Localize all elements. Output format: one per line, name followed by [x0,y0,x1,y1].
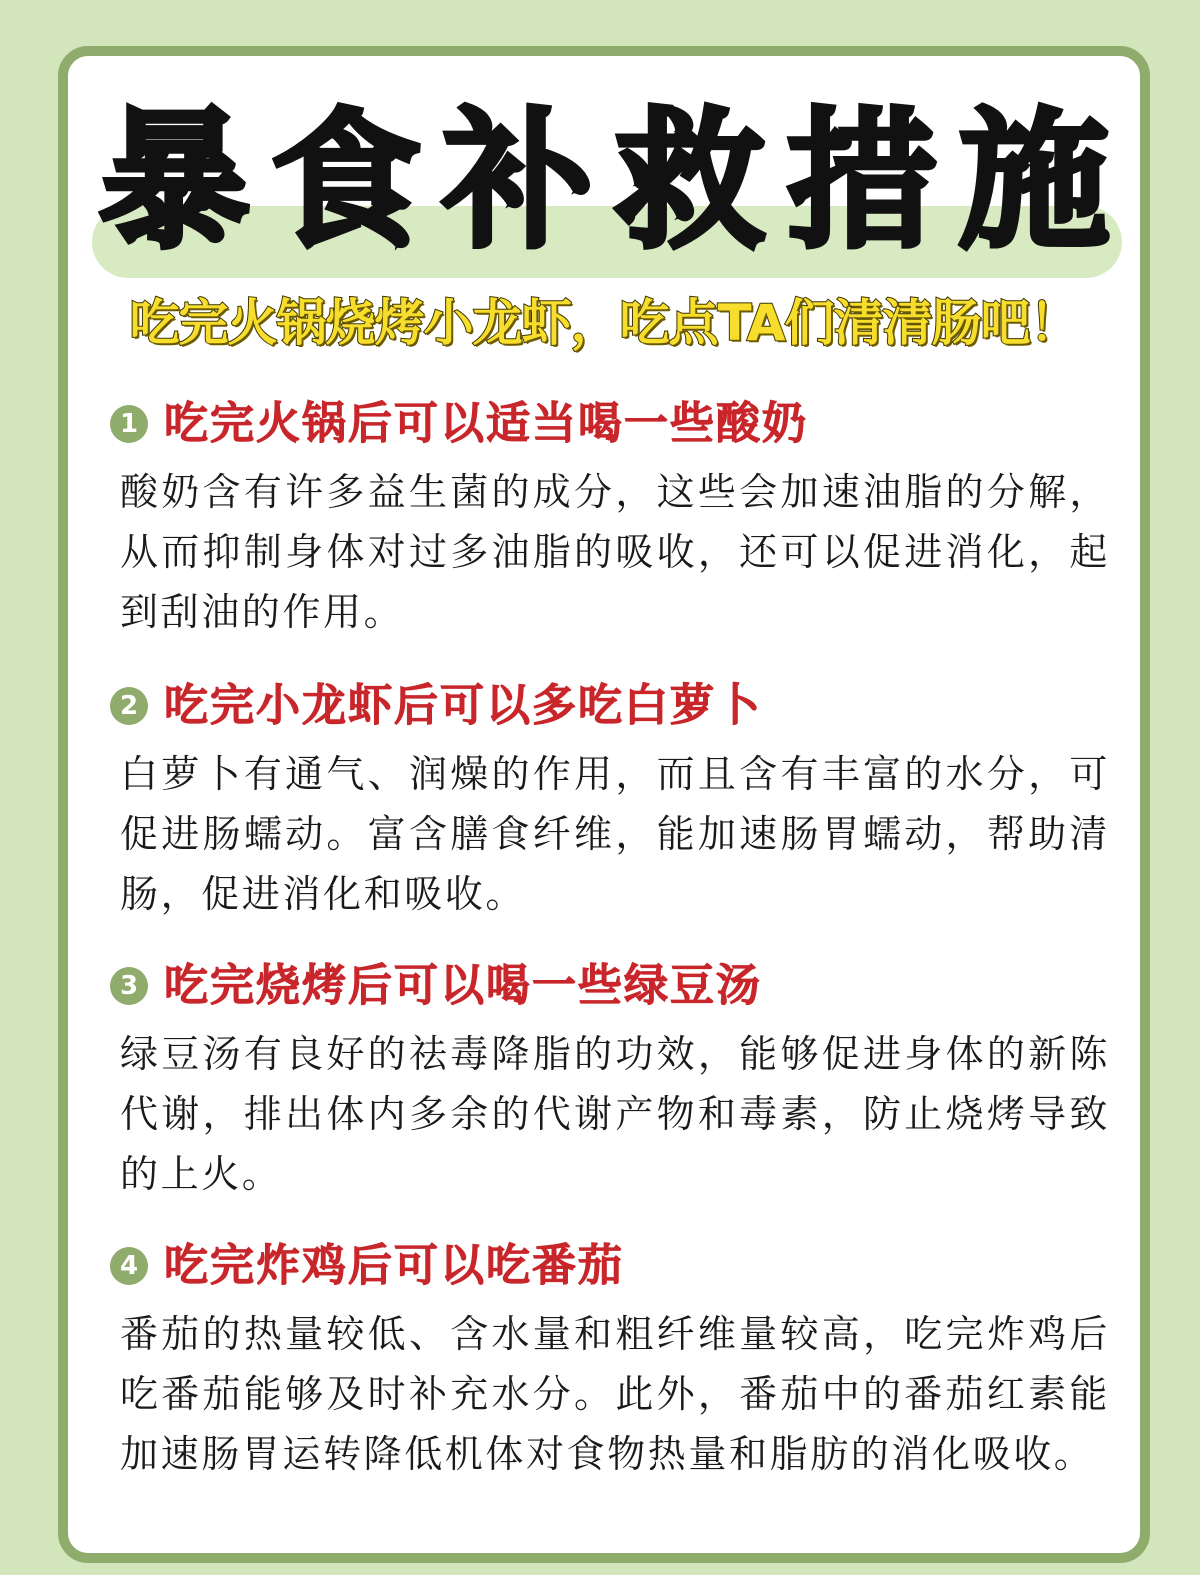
section-heading [110,674,1110,738]
section-heading [110,954,1110,1018]
number-badge-icon: 2 [110,687,148,725]
number-badge-icon: 4 [110,1247,148,1285]
section-heading [110,392,1110,456]
content-card [58,46,1150,1563]
section-title: 吃完烧烤后可以喝一些绿豆汤 [164,960,762,1011]
section-heading [110,1234,1110,1298]
section-body: 番茄的热量较低、含水量和粗纤维量较高，吃完炸鸡后吃番茄能够及时补充水分。此外，番茄中的番茄红素能加速肠胃运转降低机体对食物热量和脂肪的消化吸收。 [120,1312,1110,1476]
section-2 [110,674,1110,924]
page-title: 暴食补救措施 [98,95,1131,269]
section-1 [110,392,1110,642]
title-area [68,84,1140,284]
section-body: 白萝卜有通气、润燥的作用，而且含有丰富的水分，可促进肠蠕动。富含膳食纤维，能加速肠胃蠕动，帮助清肠，促进消化和吸收。 [120,752,1110,916]
section-body: 绿豆汤有良好的祛毒降脂的功效，能够促进身体的新陈代谢，排出体内多余的代谢产物和毒素，防止烧烤导致的上火。 [120,1032,1110,1196]
number-badge-icon: 3 [110,967,148,1005]
section-title: 吃完炸鸡后可以吃番茄 [164,1240,624,1291]
section-body: 酸奶含有许多益生菌的成分，这些会加速油脂的分解，从而抑制身体对过多油脂的吸收，还可以促进消化，起到刮油的作用。 [120,470,1110,634]
number-badge-icon: 1 [110,405,148,443]
subtitle: 吃完火锅烧烤小龙虾，吃点TA们清清肠吧！ [129,294,1079,352]
section-4 [110,1234,1110,1484]
section-title: 吃完火锅后可以适当喝一些酸奶 [164,398,808,449]
section-title: 吃完小龙虾后可以多吃白萝卜 [164,680,762,731]
section-3 [110,954,1110,1204]
